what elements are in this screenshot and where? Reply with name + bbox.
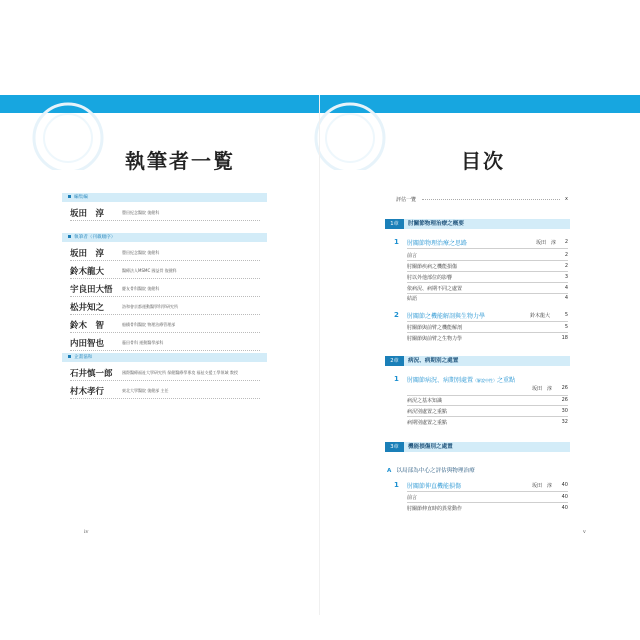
section-page: 2 — [564, 239, 568, 245]
contributor-row: 内田智也 藤田骨科 運動醫學部科 — [70, 337, 270, 351]
page-number-right: v — [583, 529, 586, 535]
contributor-row: 村木孝行 東北大學醫院 復健部 主任 — [70, 385, 270, 399]
contributor-row: 鈴木龍大 醫療法人MSMC 國益骨 復健科 — [70, 265, 270, 279]
divider — [407, 502, 568, 503]
contributor-row: 宇良田大悟 慶友骨科醫院 復健科 — [70, 283, 270, 297]
section-title: 肘關節物理治療之思路 — [407, 240, 468, 247]
section-page: 26 — [561, 385, 568, 391]
divider — [407, 321, 568, 322]
toc-entry: 肘關節伸直時的異常動作 40 — [407, 505, 568, 512]
toc-entry: 依病況、病期不同之處置 4 — [407, 285, 568, 292]
divider — [407, 293, 568, 294]
section-author: 坂田 淳 — [536, 240, 557, 246]
page-title-toc: 目次 — [461, 149, 505, 173]
divider — [407, 416, 568, 417]
divider — [407, 260, 568, 261]
section-page: 40 — [561, 482, 568, 488]
section-title: 肘關節病況、病期別處置（解說中性）之重點 — [407, 377, 516, 384]
toc-entry: 肘關節疾病之機能損傷 2 — [407, 263, 568, 270]
decorative-circles-left — [0, 80, 110, 170]
toc-entry: 病況之基本知識 26 — [407, 397, 568, 404]
section-heading-editor: 編集編 — [62, 193, 267, 202]
section-number: 1 — [394, 375, 399, 383]
toc-preface-entry: 評估一覽 x — [396, 196, 568, 203]
section-number: 1 — [394, 481, 399, 489]
contributor-row: 坂田 淳 豐田紀念醫院 復健科 — [70, 247, 270, 261]
divider — [407, 491, 568, 492]
section-number: 1 — [394, 238, 399, 246]
contributor-row: 鈴木 智 船橋骨科醫院 物理治療管理部 — [70, 319, 270, 333]
contributor-row: 坂田 淳 豐田紀念醫院 復健科 — [70, 207, 270, 221]
toc-entry: 前言 2 — [407, 252, 568, 259]
toc-entry: 肘關節與前臂之機能解剖 5 — [407, 324, 568, 331]
section-author: 坂田 淳 — [532, 483, 553, 489]
spread-gutter — [319, 95, 320, 615]
toc-entry: 肘關節與前臂之生物力學 18 — [407, 335, 568, 342]
chapter-heading: 2章 病況、病期別之處置 — [385, 356, 570, 366]
toc-entry: 前言 40 — [407, 494, 568, 501]
section-heading-authors: 執筆者（刊載順序） — [62, 233, 267, 242]
divider — [407, 248, 568, 249]
toc-entry: 肘以外他部位的影響 3 — [407, 274, 568, 281]
divider — [407, 271, 568, 272]
page-title-contributors: 執筆者一覧 — [125, 149, 235, 173]
contributor-row: 石井慎一郎 國際醫療福祉大學研究所 保健醫療學專攻 福祉支援工學領域 教授 — [70, 367, 270, 381]
decorative-circles-right — [300, 80, 410, 170]
toc-entry: 結語 4 — [407, 295, 568, 302]
chapter-heading: 1章 肘關節物理治療之概要 — [385, 219, 570, 229]
section-number: 2 — [394, 311, 399, 319]
chapter-heading: 3章 機能損傷別之處置 — [385, 442, 570, 452]
contributor-row: 松井知之 洛和會京都運動醫學科學研究所 — [70, 301, 270, 315]
section-heading-planning: 企畫協和 — [62, 353, 267, 362]
divider — [407, 282, 568, 283]
toc-entry: 病況別處置之重點 30 — [407, 408, 568, 415]
section-title: 肘關節之機能解剖與生物力學 — [407, 313, 486, 320]
divider — [407, 332, 568, 333]
divider — [407, 395, 568, 396]
section-page: 5 — [564, 312, 568, 318]
toc-entry: 病期別處置之重點 32 — [407, 419, 568, 426]
part-heading: A 以局部為中心之評估與物理治療 — [387, 468, 475, 474]
section-title: 肘關節伸直機能損傷 — [407, 483, 462, 490]
page-number-left: iv — [84, 529, 89, 535]
section-author: 坂田 淳 — [532, 386, 553, 392]
divider — [407, 405, 568, 406]
section-author: 鈴木龍大 — [530, 313, 551, 319]
